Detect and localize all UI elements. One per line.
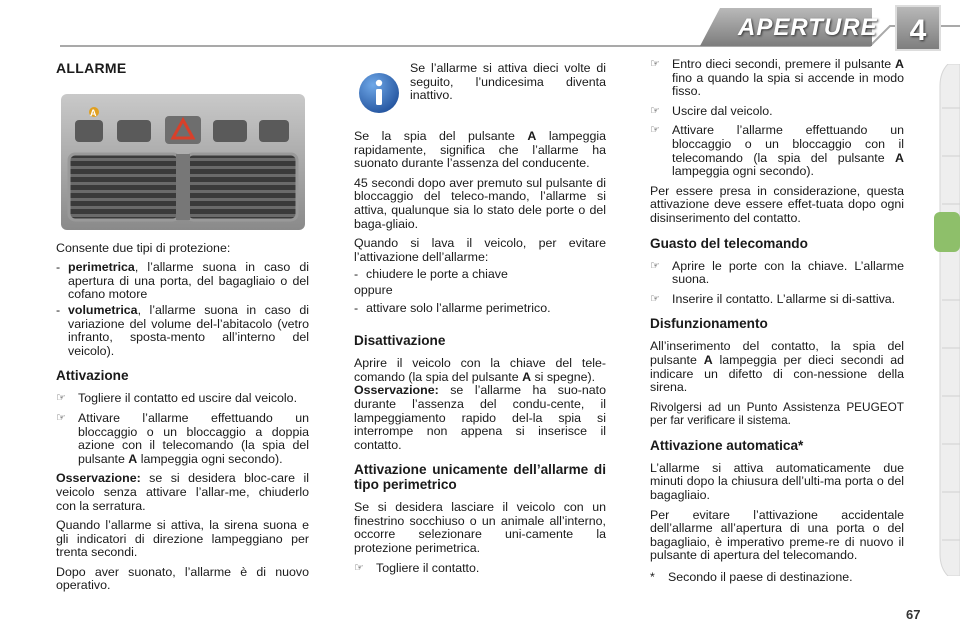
- paragraph: Rivolgersi ad un Punto Assistenza PEUGEOT per far verificare il sistema.: [650, 399, 904, 428]
- section-heading-allarme: ALLARME: [56, 60, 127, 76]
- info-icon: [358, 72, 400, 114]
- hand-pointer-icon: ☞: [650, 124, 660, 137]
- subheading-disattivazione: Disattivazione: [354, 333, 446, 349]
- paragraph: All’inserimento del contatto, la spia del pulsante A lampeggia per dieci secondi ad indicare un difetto di con-nessione della sirena.: [650, 339, 904, 395]
- column-1: [56, 58, 309, 599]
- active-chapter-tab: [934, 212, 960, 252]
- step-item: ☞ Togliere il contatto ed uscire dal veicolo.: [56, 391, 298, 406]
- list-item-volumetrica: - volumetrica, l’allarme suona in caso di variazione del volume del-l’abitacolo (vetro infranto, sposta-mento all’interno del veicolo).: [56, 302, 309, 358]
- term-perimetrica: perimetrica: [68, 260, 135, 275]
- oppure-text: oppure: [354, 282, 393, 297]
- step-item: ☞ Inserire il contatto. L’allarme si di-sattiva.: [650, 291, 896, 306]
- hand-pointer-icon: ☞: [650, 259, 660, 272]
- info-text: Se l’allarme si attiva dieci volte di seguito, l’undicesima diventa inattivo.: [410, 61, 606, 103]
- hand-pointer-icon: ☞: [56, 411, 66, 424]
- paragraph: L’allarme si attiva automaticamente due minuti dopo la chiusura dell’ulti-ma porta o del bagagliaio.: [650, 460, 904, 503]
- chapter-number: 4: [909, 14, 927, 47]
- observation-note: Osservazione: se l’allarme ha suo-nato durante l’assenza del condu-cente, il lampeggiamento rapido del-la spia si interrompe non appena si inserisce il contatto.: [354, 383, 606, 452]
- hand-pointer-icon: ☞: [650, 292, 660, 305]
- hand-pointer-icon: ☞: [650, 58, 660, 70]
- chapter-tab-strip: [934, 64, 960, 576]
- hand-pointer-icon: ☞: [56, 392, 66, 405]
- paragraph: Aprire il veicolo con la chiave del tele-comando (la spia del pulsante A si spegne).: [354, 356, 606, 384]
- subheading-attivazione: Attivazione: [56, 368, 129, 384]
- paragraph: 45 secondi dopo aver premuto sul pulsante di bloccaggio del teleco-mando, l’allarme si attiva, qualunque sia lo stato dele porte o del baga-gliaio.: [354, 175, 606, 231]
- step-item: ☞ Attivare l’allarme effettuando un bloccaggio o un bloccaggio con il telecomando (la spia del pulsante A lampeggia ogni secondo).: [650, 123, 904, 179]
- column-3: [650, 58, 904, 585]
- paragraph: Quando l’allarme si attiva, la sirena suona e gli indicatori di direzione lampeggiano per trenta secondi.: [56, 518, 309, 560]
- page-number: 67: [906, 607, 921, 622]
- hand-pointer-icon: ☞: [354, 561, 364, 574]
- paragraph: Dopo aver suonato, l’allarme è di nuovo operativo.: [56, 564, 309, 593]
- intro-text: Consente due tipi di protezione:: [56, 240, 231, 255]
- paragraph: Per essere presa in considerazione, questa attivazione deve essere effet-tuata dopo ogni disinserimento del contatto.: [650, 183, 904, 225]
- info-callout: [354, 62, 606, 122]
- column-2: [354, 58, 606, 581]
- step-item: ☞ Attivare l’allarme effettuando un bloccaggio o un bloccaggio a doppia azione con il telecomando (la spia del pulsante A lampeggia ogni secondo).: [56, 410, 309, 466]
- subheading-attivazione-automatica: Attivazione automatica*: [650, 437, 804, 453]
- step-item: ☞ Togliere il contatto.: [354, 560, 480, 575]
- photo-label-a: A: [90, 107, 97, 118]
- subheading-disfunzionamento: Disfunzionamento: [650, 316, 768, 332]
- subheading-perimetrico: Attivazione unicamente dell’allarme di tipo perimetrico: [354, 462, 606, 493]
- footnote: * Secondo il paese di destinazione.: [650, 570, 853, 585]
- step-item: ☞ Aprire le porte con la chiave. L’allarme suona.: [650, 258, 904, 287]
- observation-note: Osservazione: se si desidera bloc-care il veicolo senza attivare l’allar-me, chiuderlo con la serratura.: [56, 471, 309, 513]
- list-item: - attivare solo l’allarme perimetrico.: [354, 300, 551, 315]
- hand-pointer-icon: ☞: [650, 104, 660, 117]
- paragraph: Se la spia del pulsante A lampeggia rapidamente, significa che l’allarme ha suonato durante l’assenza del conducente.: [354, 129, 606, 171]
- step-item: ☞ Uscire dal veicolo.: [650, 103, 773, 118]
- list-item: - chiudere le porte a chiave: [354, 267, 508, 282]
- chapter-title: APERTURE: [738, 14, 878, 41]
- dashboard-vents-photo: [61, 94, 305, 230]
- subheading-guasto: Guasto del telecomando: [650, 235, 808, 251]
- paragraph: Per evitare l’attivazione accidentale dell’allarme all’apertura di una porta o del bagagliaio, è imperativo preme-re di nuovo il pulsante di apertura del telecomando.: [650, 507, 904, 563]
- paragraph: Quando si lava il veicolo, per evitare l’attivazione dell’allarme:: [354, 236, 606, 264]
- term-volumetrica: volumetrica: [68, 302, 138, 317]
- step-item: ☞ Entro dieci secondi, premere il pulsante A fino a quando la spia si accende in modo fisso.: [650, 57, 904, 99]
- list-item-perimetrica: - perimetrica, l’allarme suona in caso di apertura di una porta, del bagagliaio o del cofano motore: [56, 260, 309, 302]
- paragraph: Se si desidera lasciare il veicolo con un finestrino socchiuso o un animale all’interno, occorre selezionare uni-camente la protezione perimetrica.: [354, 500, 606, 556]
